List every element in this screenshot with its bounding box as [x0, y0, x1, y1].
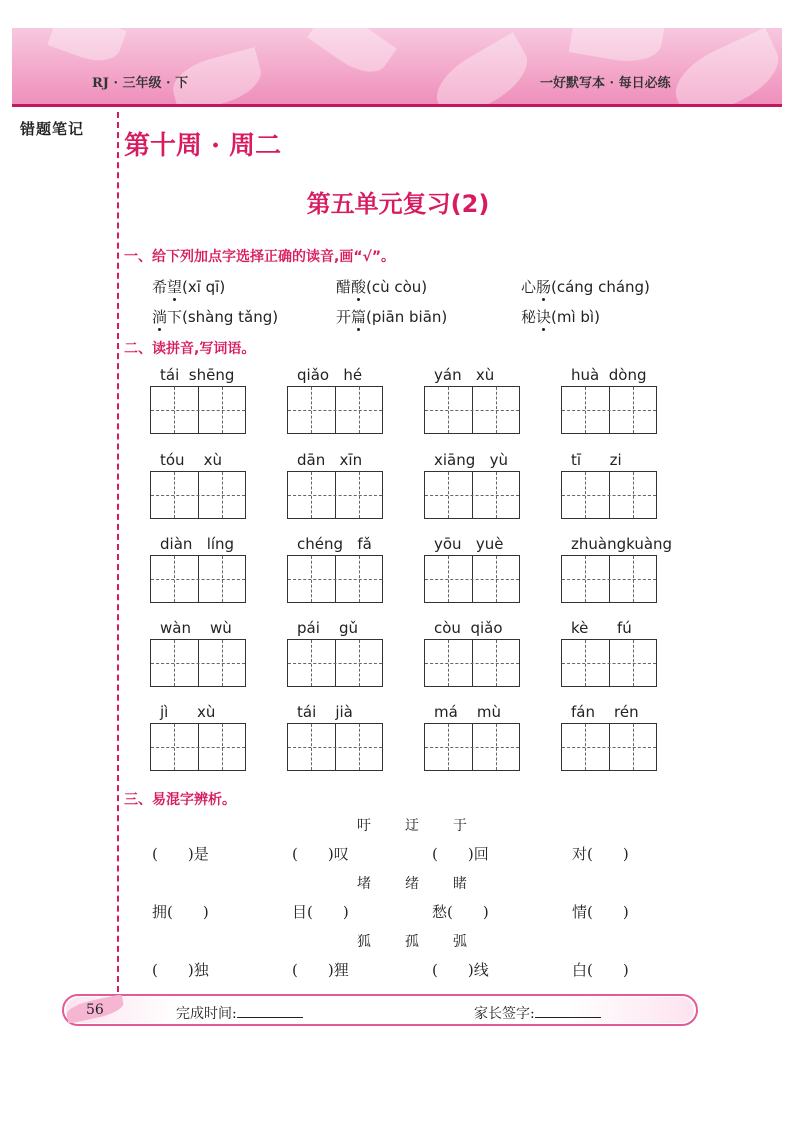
- confusable-chars: 堵 绪 睹: [357, 876, 469, 892]
- writing-box[interactable]: [287, 639, 383, 687]
- pinyin-label: jì xù: [160, 703, 216, 721]
- grade-label: RJ · 三年级 · 下: [92, 76, 189, 91]
- writing-box[interactable]: [287, 555, 383, 603]
- writing-box[interactable]: [287, 471, 383, 519]
- q1-item: 醋酸(cù còu): [336, 278, 428, 296]
- emphasis-dot: [158, 328, 161, 331]
- emphasis-dot: [542, 298, 545, 301]
- writing-box[interactable]: [424, 555, 520, 603]
- pinyin-label: má mù: [434, 703, 501, 721]
- emphasis-dot: [357, 298, 360, 301]
- pinyin-label: kè fú: [571, 619, 632, 637]
- pinyin-label: pái gǔ: [297, 619, 358, 637]
- q1-item: 秘诀(mì bì): [521, 308, 600, 326]
- fill-in-item: 情( ): [572, 903, 629, 921]
- pinyin-label: huà dòng: [571, 366, 647, 384]
- margin-notes-label: 错题笔记: [20, 120, 85, 138]
- series-label: 一好默写本 · 每日必练: [540, 76, 671, 91]
- writing-box[interactable]: [150, 386, 246, 434]
- pinyin-label: chéng fǎ: [297, 535, 372, 553]
- parent-signature-field: [474, 1003, 601, 1023]
- q1-item: 淌下(shàng tǎng): [152, 308, 279, 326]
- pinyin-label: zhuàngkuàng: [571, 535, 673, 553]
- writing-box[interactable]: [424, 386, 520, 434]
- writing-box[interactable]: [150, 639, 246, 687]
- fill-in-item: 目( ): [292, 903, 349, 921]
- writing-box[interactable]: [150, 471, 246, 519]
- fill-in-item: 愁( ): [432, 903, 489, 921]
- emphasis-dot: [173, 298, 176, 301]
- emphasis-dot: [357, 328, 360, 331]
- confusable-chars: 狐 孤 弧: [357, 934, 469, 950]
- writing-box[interactable]: [150, 555, 246, 603]
- day-title: 第十周 · 周二: [124, 131, 282, 161]
- fill-in-item: 拥( ): [152, 903, 209, 921]
- fill-in-item: ( )独: [152, 961, 209, 979]
- writing-box[interactable]: [561, 639, 657, 687]
- writing-box[interactable]: [561, 555, 657, 603]
- q1-item: 心肠(cáng cháng): [521, 278, 650, 296]
- writing-box[interactable]: [561, 723, 657, 771]
- pinyin-label: yōu yuè: [434, 535, 504, 553]
- completion-time-label: 完成时间:: [176, 1006, 237, 1022]
- completion-time-field: [176, 1003, 303, 1023]
- writing-box[interactable]: [424, 639, 520, 687]
- section2-heading: 二、读拼音,写词语。: [124, 341, 256, 357]
- pinyin-label: tóu xù: [160, 451, 223, 469]
- parent-signature-label: 家长签字:: [474, 1006, 535, 1022]
- header-banner: [12, 28, 782, 104]
- q1-item: 开篇(piān biān): [336, 308, 448, 326]
- fill-in-item: 白( ): [572, 961, 629, 979]
- unit-title: 第五单元复习(2): [306, 190, 490, 218]
- pinyin-label: tī zi: [571, 451, 622, 469]
- pinyin-label: tái jià: [297, 703, 353, 721]
- confusable-chars: 吁 迂 于: [357, 818, 469, 834]
- pinyin-label: fán rén: [571, 703, 639, 721]
- writing-box[interactable]: [287, 723, 383, 771]
- writing-box[interactable]: [424, 723, 520, 771]
- section3-heading: 三、易混字辨析。: [124, 792, 236, 808]
- header-divider: [12, 104, 782, 107]
- fill-in-item: ( )是: [152, 845, 209, 863]
- section1-heading: 一、给下列加点字选择正确的读音,画“√”。: [124, 249, 396, 265]
- writing-box[interactable]: [150, 723, 246, 771]
- pinyin-label: yán xù: [434, 366, 495, 384]
- emphasis-dot: [542, 328, 545, 331]
- fill-in-item: 对( ): [572, 845, 629, 863]
- pinyin-label: xiāng yù: [434, 451, 508, 469]
- page-number: 56: [86, 1002, 104, 1018]
- pinyin-label: còu qiǎo: [434, 619, 503, 637]
- pinyin-label: diàn líng: [160, 535, 235, 553]
- parent-signature-blank[interactable]: [535, 1005, 601, 1018]
- pinyin-label: wàn wù: [160, 619, 232, 637]
- fill-in-item: ( )叹: [292, 845, 349, 863]
- writing-box[interactable]: [561, 471, 657, 519]
- pinyin-label: qiǎo hé: [297, 366, 363, 384]
- writing-box[interactable]: [424, 471, 520, 519]
- pinyin-label: dān xīn: [297, 451, 363, 469]
- writing-box[interactable]: [287, 386, 383, 434]
- fill-in-item: ( )狸: [292, 961, 349, 979]
- writing-box[interactable]: [561, 386, 657, 434]
- completion-time-blank[interactable]: [237, 1005, 303, 1018]
- fill-in-item: ( )线: [432, 961, 489, 979]
- q1-item: 希望(xī qī): [152, 278, 226, 296]
- pinyin-label: tái shēng: [160, 366, 235, 384]
- fill-in-item: ( )回: [432, 845, 489, 863]
- margin-divider: [117, 112, 119, 992]
